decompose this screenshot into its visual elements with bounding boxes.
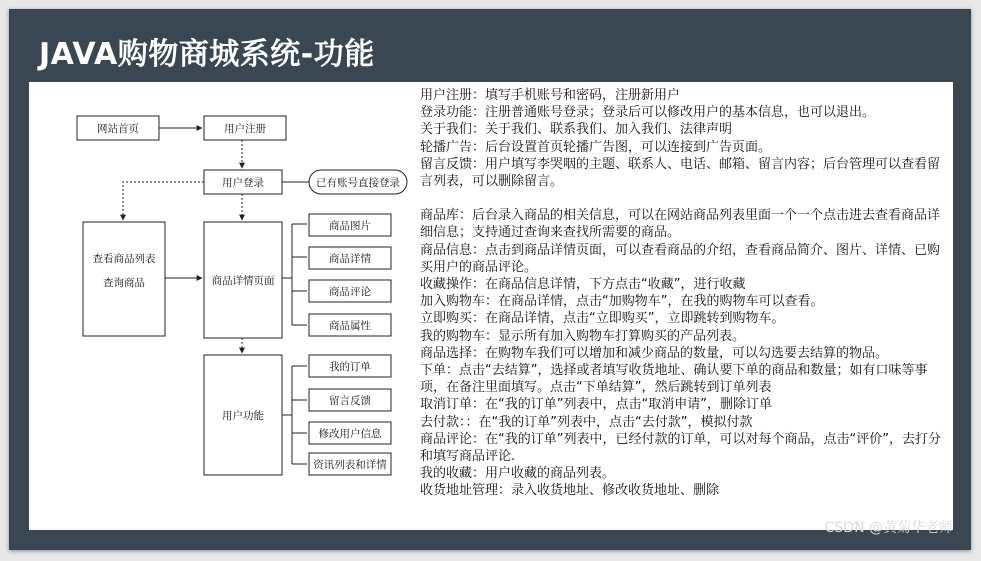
desc-line: 登录功能：注册普通账号登录；登录后可以修改用户的基本信息，也可以退出。 — [420, 105, 876, 121]
desc-line: 商品库：后台录入商品的相关信息，可以在网站商品列表里面一个一个点击进去查看商品详细信息；支持通过查询来查找所需要的商品。 — [420, 208, 941, 241]
edge-login-list — [123, 182, 204, 220]
desc-line: 取消订单：在“我的订单”列表中，点击“取消申请”，删除订单 — [420, 397, 772, 413]
desc-line: 收货地址管理：录入收货地址、修改收货地址、删除 — [420, 483, 720, 499]
node-register-label: 用户注册 — [224, 123, 266, 135]
node-func-label: 用户功能 — [222, 410, 264, 422]
node-list-label-a: 查看商品列表 — [92, 253, 156, 265]
feature-description — [420, 87, 948, 500]
node-login-note-label: 已有账号直接登录 — [316, 177, 400, 189]
node-login-label: 用户登录 — [222, 177, 264, 189]
desc-line: 商品信息：点击到商品详情页面，可以查看商品的介绍，查看商品简介、图片、详情、已购买用户的商品评论。 — [420, 242, 941, 275]
desc-line: 收藏操作：在商品信息详情，下方点击“收藏”，进行收藏 — [420, 277, 746, 293]
csdn-watermark: CSDN @黄菊华老师 — [824, 520, 953, 536]
node-f1-label: 我的订单 — [329, 361, 371, 373]
node-detail-label: 商品详情页面 — [211, 275, 275, 287]
node-f3-label: 修改用户信息 — [318, 428, 382, 440]
desc-line: 轮播广告：后台设置首页轮播广告图，可以连接到广告页面。 — [420, 139, 772, 155]
node-d1-label: 商品图片 — [329, 220, 371, 232]
desc-line: 关于我们：关于我们、联系我们、加入我们、法律声明 — [420, 122, 733, 138]
desc-line: 用户注册：填写手机账号和密码，注册新用户 — [420, 88, 681, 103]
desc-line: 立即购买：在商品详情，点击“立即购买”，立即跳转到购物车。 — [420, 311, 785, 327]
node-f4-label: 资讯列表和详情 — [313, 459, 387, 471]
desc-line: 我的购物车：显示所有加入购物车打算购买的产品列表。 — [420, 328, 746, 344]
node-d3-label: 商品评论 — [329, 286, 371, 298]
slide — [9, 9, 971, 550]
desc-line: 留言反馈：用户填写李哭咽的主题、联系人、电话、邮箱、留言内容；后台管理可以查看留言列表，可以删除留言。 — [420, 156, 941, 190]
node-d2-label: 商品详情 — [329, 253, 371, 265]
flow-diagram — [29, 82, 419, 530]
node-f2-label: 留言反馈 — [329, 395, 371, 407]
desc-line: 下单：点击“去结算”，选择或者填写收货地址、确认要下单的商品和数量；如有口味等事项，在备注里面填写。点击“下单结算”，然后跳转到订单列表 — [420, 363, 928, 396]
desc-line: 商品评论：在“我的订单”列表中，已经付款的订单，可以对每个商品，点击“评价”，去打分和填写商品评论. — [420, 431, 941, 465]
slide-title: JAVA购物商城系统-功能 — [39, 37, 375, 72]
node-list-label-b: 查询商品 — [103, 277, 145, 289]
paragraph-gap — [420, 190, 948, 207]
desc-line: 我的收藏：用户收藏的商品列表。 — [420, 466, 616, 482]
node-home-label: 网站首页 — [97, 123, 139, 135]
desc-line: 去付款：：在“我的订单”列表中，点击“去付款”，模拟付款 — [420, 414, 753, 430]
desc-line: 加入购物车：在商品详情，点击“加购物车”，在我的购物车可以查看。 — [420, 294, 824, 310]
node-d4-label: 商品属性 — [329, 320, 371, 332]
desc-line: 商品选择：在购物车我们可以增加和减少商品的数量，可以勾选要去结算的物品。 — [420, 345, 889, 361]
content-panel — [29, 82, 953, 530]
